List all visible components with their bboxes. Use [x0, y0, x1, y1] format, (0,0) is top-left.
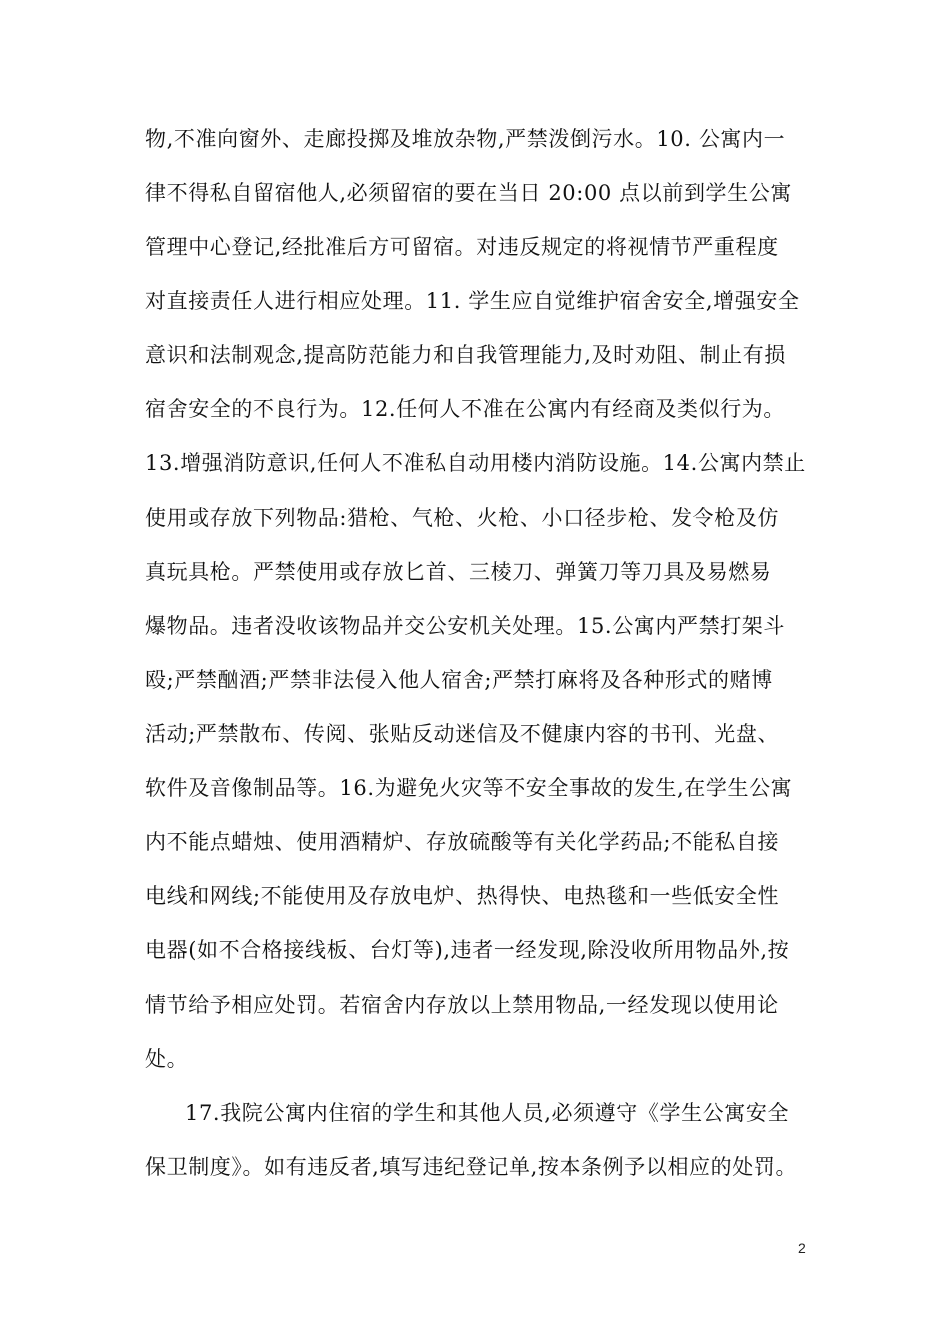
text-line: 对直接责任人进行相应处理。11. 学生应自觉维护宿舍安全,增强安全: [145, 289, 800, 313]
text-line: 律不得私自留宿他人,必须留宿的要在当日 20:00 点以前到学生公寓: [145, 181, 792, 205]
text-line: 管理中心登记,经批准后方可留宿。对违反规定的将视情节严重程度: [145, 235, 779, 259]
text-line: 处。: [145, 1047, 189, 1071]
text-line: 使用或存放下列物品:猎枪、气枪、火枪、小口径步枪、发令枪及仿: [145, 506, 780, 530]
text-line: 活动;严禁散布、传阅、张贴反动迷信及不健康内容的书刊、光盘、: [145, 722, 780, 746]
text-line: 物,不准向窗外、走廊投掷及堆放杂物,严禁泼倒污水。10. 公寓内一: [145, 127, 786, 151]
text-line: 13.增强消防意识,任何人不准私自动用楼内消防设施。14.公寓内禁止: [145, 451, 806, 475]
text-line: 电线和网线;不能使用及存放电炉、热得快、电热毯和一些低安全性: [145, 884, 780, 908]
text-line: 软件及音像制品等。16.为避免火灾等不安全事故的发生,在学生公寓: [145, 776, 793, 800]
text-line: 殴;严禁酗酒;严禁非法侵入他人宿舍;严禁打麻将及各种形式的赌博: [145, 668, 773, 692]
text-line: 17.我院公寓内住宿的学生和其他人员,必须遵守《学生公寓安全: [185, 1101, 790, 1125]
text-line: 爆物品。违者没收该物品并交公安机关处理。15.公寓内严禁打架斗: [145, 614, 785, 638]
text-line: 电器(如不合格接线板、台灯等),违者一经发现,除没收所用物品外,按: [145, 938, 790, 962]
text-line: 真玩具枪。严禁使用或存放匕首、三棱刀、弹簧刀等刀具及易燃易: [145, 560, 772, 584]
text-line: 意识和法制观念,提高防范能力和自我管理能力,及时劝阻、制止有损: [145, 343, 786, 367]
text-line: 宿舍安全的不良行为。12.任何人不准在公寓内有经商及类似行为。: [145, 397, 785, 421]
text-line: 内不能点蜡烛、使用酒精炉、存放硫酸等有关化学药品;不能私自接: [145, 830, 780, 854]
text-line: 情节给予相应处罚。若宿舍内存放以上禁用物品,一经发现以使用论: [145, 993, 779, 1017]
page-number: 2: [798, 1240, 806, 1256]
text-line: 保卫制度》。如有违反者,填写违纪登记单,按本条例予以相应的处罚。: [145, 1155, 798, 1179]
